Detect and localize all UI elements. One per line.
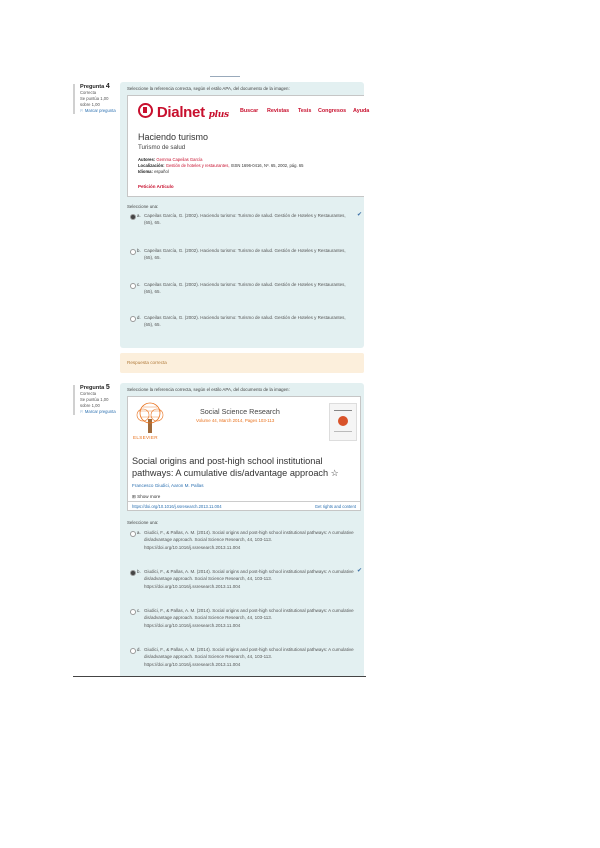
request-article-link: Petición Artículo	[138, 184, 174, 189]
question-status: Correcta	[80, 90, 97, 95]
answer-option-d[interactable]: d. Giudici, F., & Pallas, A. M. (2014). Social origins and post-high school institutional pathways: A cumulative dis/advantage approach. Social Science Research, 44, 103-113. https://doi.org/10.1016/j.ssresearch.2013.11.004	[130, 646, 360, 670]
question-number: Pregunta 5	[80, 384, 110, 391]
dialnet-menu-congresos: Congresos	[318, 108, 347, 114]
select-one-label: Seleccione una:	[127, 520, 159, 525]
correct-check-icon: ✔	[356, 212, 362, 218]
answer-option-a[interactable]: a. Giudici, F., & Pallas, A. M. (2014). Social origins and post-high school institutional pathways: A cumulative dis/advantage approach. Social Science Research, 44, 103-113. https://doi.org/10.1016/j.ssresearch.2013.11.004	[130, 529, 360, 553]
answer-option-b[interactable]: b. Capeilas García, G. (2002). Haciendo turismo: Turismo de salud. Gestión de Hoteles y Restaurantes, (65), 65.	[130, 247, 360, 263]
question-panel-5	[120, 383, 364, 676]
article-subtitle: Turismo de salud	[138, 144, 186, 151]
select-one-label: Seleccione una:	[127, 204, 159, 209]
question-prompt: Seleccione la referencia correcta, según el estilo APA, del documento de la imagen:	[127, 387, 290, 392]
question-status: Correcta	[80, 391, 97, 396]
elsevier-screenshot	[127, 396, 361, 511]
correct-check-icon: ✔	[356, 568, 362, 574]
article-authors: Francesco Giudici, Aaron M. Pallas	[132, 483, 204, 488]
article-language: Idioma: español	[138, 169, 169, 174]
flag-question-link[interactable]: ⚐ Marcar pregunta	[80, 409, 116, 414]
article-title: Haciendo turismo	[138, 132, 209, 142]
question-score: Se puntúa 1,00 sobre 1,00	[80, 96, 109, 107]
journal-volume: Volume 44, March 2014, Pages 103-113	[196, 418, 275, 423]
answer-option-d[interactable]: d. Capeilas García, G. (2002). Haciendo turismo: Turismo de salud. Gestión de Hoteles y Restaurantes, (65), 65.	[130, 314, 360, 330]
dialnet-logo: Dialnet plus	[138, 103, 229, 121]
answer-option-c[interactable]: c. Giudici, F., & Pallas, A. M. (2014). Social origins and post-high school institutional pathways: A cumulative dis/advantage approach. Social Science Research, 44, 103-113. https://doi.org/10.1016/j.ssresearch.2013.11.004	[130, 607, 360, 631]
dialnet-menu-buscar: Buscar	[240, 108, 259, 114]
article-authors: Autores: Gemma Capeilas García	[138, 157, 203, 162]
question-info-4	[73, 84, 120, 114]
divider	[128, 501, 360, 502]
radio-button[interactable]	[130, 609, 136, 615]
question-number: Pregunta 4	[80, 83, 110, 90]
dialnet-screenshot	[127, 95, 370, 197]
radio-button[interactable]	[130, 214, 136, 220]
elsevier-tree-icon	[131, 401, 169, 435]
question-info-5	[73, 385, 120, 415]
question-panel-4	[120, 82, 370, 348]
radio-button[interactable]	[130, 570, 136, 576]
radio-button[interactable]	[130, 249, 136, 255]
rights-link: Get rights and content	[314, 504, 356, 509]
radio-button[interactable]	[130, 648, 136, 654]
show-more-toggle: ⊞ Show more	[132, 494, 161, 499]
journal-name: Social Science Research	[200, 407, 280, 416]
answer-option-a[interactable]: a. Capeilas García, G. (2002). Haciendo turismo: Turismo de salud. Gestión de Hoteles y Restaurantes, (65), 65. ✔	[130, 212, 360, 228]
elsevier-brand: ELSEVIER	[133, 435, 158, 440]
bottom-divider	[73, 676, 366, 677]
flag-question-link[interactable]: ⚐ Marcar pregunta	[80, 108, 116, 113]
question-score: Se puntúa 1,00 sobre 1,00	[80, 397, 109, 408]
journal-cover-thumbnail	[329, 403, 357, 441]
dialnet-menu-ayuda: Ayuda	[353, 108, 370, 114]
radio-button[interactable]	[130, 531, 136, 537]
article-location: Localización: Gestión de hoteles y restaurantes, ISSN 1696-0416, Nº. 65, 2002, pág. 65	[138, 163, 304, 168]
article-title: Social origins and post-high school institutional pathways: A cumulative dis/advantage approach ☆	[132, 456, 339, 478]
doi-link: https://doi.org/10.1016/j.ssresearch.2013.11.004	[132, 504, 222, 509]
question-prompt: Seleccione la referencia correcta, según el estilo APA, del documento de la imagen:	[127, 86, 290, 91]
answer-option-c[interactable]: c. Capeilas García, G. (2002). Haciendo turismo: Turismo de salud. Gestión de Hoteles y Restaurantes, (65), 65.	[130, 281, 360, 297]
feedback-panel: Respuesta correcta	[120, 353, 364, 373]
answer-option-b[interactable]: b. Giudici, F., & Pallas, A. M. (2014). Social origins and post-high school institutional pathways: A cumulative dis/advantage approach. Social Science Research, 44, 103-113. https://doi.org/10.1016/j.ssresearch.2013.11.004 ✔	[130, 568, 360, 592]
radio-button[interactable]	[130, 283, 136, 289]
top-divider	[210, 76, 240, 77]
dialnet-menu-tesis: Tesis	[298, 108, 312, 114]
dialnet-menu-revistas: Revistas	[267, 108, 290, 114]
radio-button[interactable]	[130, 316, 136, 322]
